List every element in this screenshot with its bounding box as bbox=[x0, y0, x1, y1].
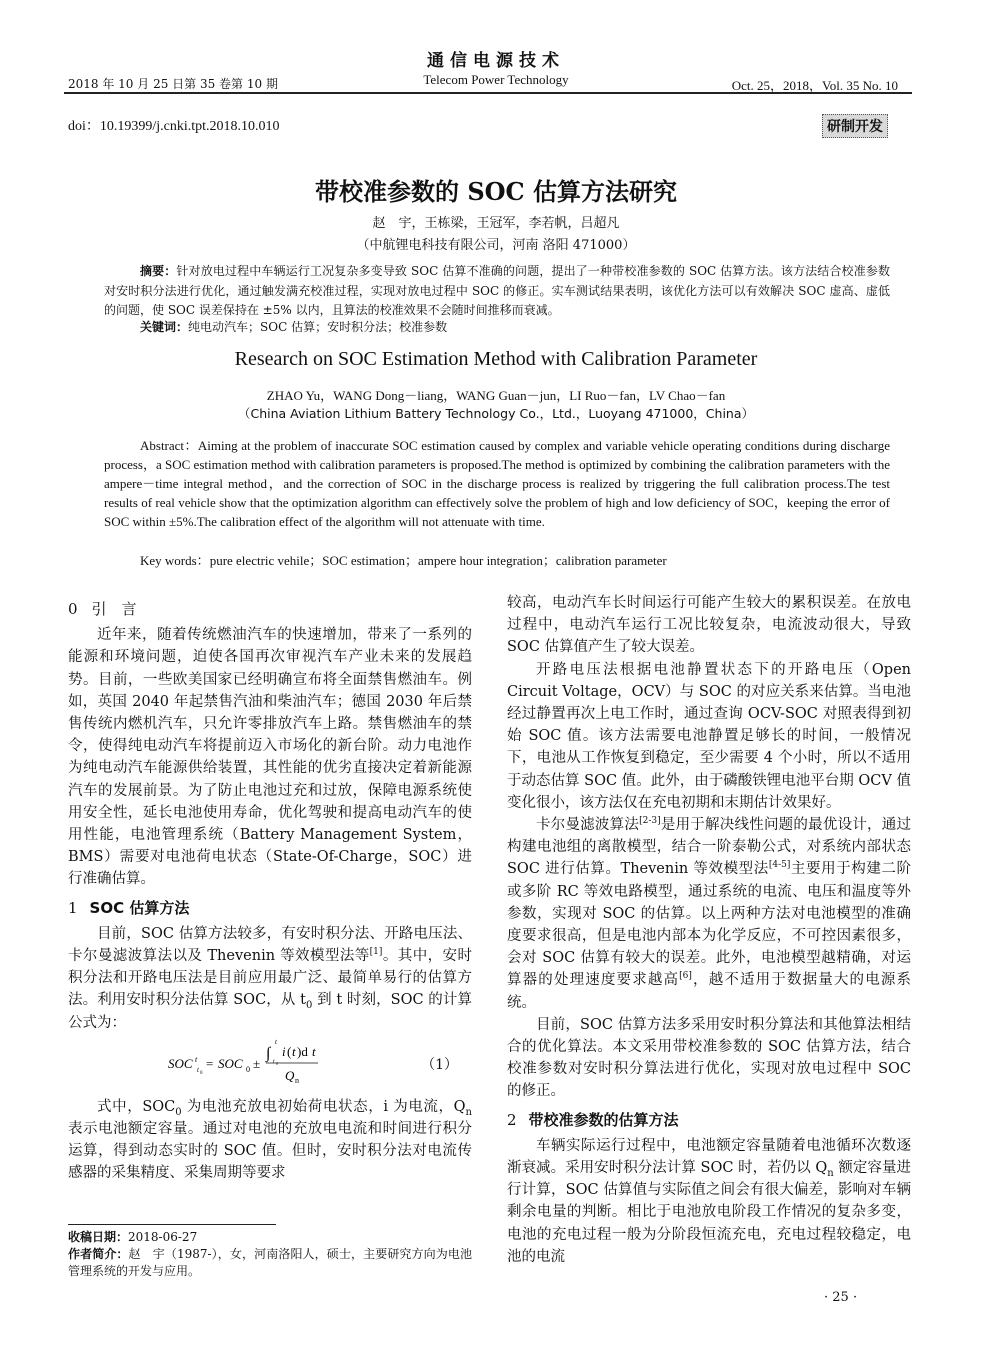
affiliation-cn: （中航锂电科技有限公司，河南 洛阳 471000） bbox=[356, 238, 636, 253]
paragraph bbox=[507, 1135, 911, 1268]
text-run: 。其中，安时积分法和开路电压法是目前应用最广泛、最简单易行的估算方法。利用安时积分法估算 SOC，从 t bbox=[68, 948, 472, 1009]
text-run: 为电池充放电初始荷电状态，i 为电流，Q bbox=[181, 1098, 466, 1115]
keywords-text-en: pure electric vehile；SOC estimation；ampere hour integration；calibration parameter bbox=[209, 553, 667, 568]
text-run: 到 t 时刻，SOC 的计算公式为： bbox=[68, 992, 472, 1031]
svg-text:0: 0 bbox=[246, 1064, 250, 1074]
text-run: ，越不适用于数据量大的电源系统。 bbox=[507, 972, 912, 1011]
abstract-label-cn: 摘要： bbox=[140, 264, 177, 278]
text-run: 主要用于构建二阶或多阶 RC 等效电路模型，通过系统的电流、电压和温度等外参数，实现对 SOC 的估算。以上两种方法对电池模型的准确度要求很高，但是电池内部本为化学反应，不可控因素很多，会对 SOC 估算有较大的误差。此外，电池模型越精确，对运算器的处理速度要求越高 bbox=[507, 861, 912, 989]
citation[interactable]: [2-3] bbox=[639, 816, 661, 827]
svg-text:±: ± bbox=[253, 1055, 261, 1071]
subscript: n bbox=[465, 1106, 472, 1118]
equation-graphic bbox=[168, 1036, 368, 1092]
section-title: SOC 估算方法 bbox=[89, 898, 190, 917]
journal-name-en: Telecom Power Technology bbox=[423, 72, 569, 87]
page-number: · 25 · bbox=[824, 1290, 858, 1305]
abstract-cn bbox=[104, 262, 890, 321]
right-column bbox=[507, 592, 911, 1268]
section-number: 1 bbox=[68, 898, 78, 917]
journal-logo: 通信电源技术 bbox=[427, 51, 565, 71]
paragraph: 近年来，随着传统燃油汽车的快速增加，带来了一系列的能源和环境问题，迫使各国再次审视汽车产业未来的发展趋势。目前，一些欧美国家已经明确宣布将全面禁售燃油车。例如，英国 2040 年起禁售汽油和柴油汽车；德国 2030 年后禁售传统内燃机汽车，只允许零排放汽车上路。禁售燃油车的禁令，使得纯电动汽车将提前迈入市场化的新台阶。动力电池作为纯电动汽车能源供给装置，其性能的优劣直接决定着新能源汽车的发展前景。为了防止电池过充和过放，保障电源系统使用安全性，延长电池使用寿命，优化驾驶和提高电动汽车的使用性能，电池管理系统（Battery Management System，BMS）需要对电池荷电状态（State-Of-Charge，SOC）进行准确估算。 bbox=[68, 627, 472, 888]
keywords-label-cn: 关键词： bbox=[140, 320, 189, 334]
abstract-en bbox=[104, 436, 890, 531]
subscript: 0 bbox=[175, 1106, 182, 1118]
svg-text:SOC: SOC bbox=[168, 1055, 193, 1071]
abstract-text-cn: 针对放电过程中车辆运行工况复杂多变导致 SOC 估算不准确的问题，提出了一种带校准参数的 SOC 估算方法。该方法结合校准参数对安时积分法进行优化，通过触发满充校准过程，实现对放电过程中 SOC 的修正。实车测试结果表明，该优化方法可以有效解决 SOC 虚高、虚低的问题，使 SOC 误差保持在 ±5% 以内，且算法的校准效果不会随时间推移而衰减。 bbox=[104, 264, 890, 317]
keywords-label-en: Key words： bbox=[140, 553, 210, 568]
text-run: 卡尔曼滤波算法 bbox=[536, 817, 640, 834]
keywords-text-cn: 纯电动汽车；SOC 估算；安时积分法；校准参数 bbox=[188, 320, 448, 334]
section-number: 0 bbox=[68, 600, 78, 618]
citation[interactable]: [6] bbox=[679, 971, 692, 982]
section-tag: 研制开发 bbox=[822, 114, 888, 138]
section-heading-1 bbox=[68, 897, 472, 919]
svg-text:=: = bbox=[206, 1055, 214, 1071]
footnote-author bbox=[68, 1246, 472, 1280]
paragraph: 开路电压法根据电池静置状态下的开路电压（Open Circuit Voltage，OCV）与 SOC 的对应关系来估算。当电池经过静置再次上电工作时，通过查询 OCV-SOC 对照表得到初始 SOC 值。该方法需要电池静置足够长的时间，一般情况下，电池从工作恢复到稳定，至少需要 4 个小时，所以不适用于动态估算 SOC 值。此外，由于磷酸铁锂电池平台期 OCV 值变化很小，该方法仅在充电初期和末期估计效果好。 bbox=[507, 661, 911, 811]
keywords-cn bbox=[104, 318, 890, 338]
subscript: 0 bbox=[305, 1000, 313, 1012]
citation[interactable]: [4-5] bbox=[768, 860, 791, 871]
equation-1 bbox=[68, 1036, 472, 1092]
paragraph bbox=[68, 923, 472, 1034]
issue-info-cn: 2018 年 10 月 25 日第 35 卷第 10 期 bbox=[68, 77, 278, 91]
author-bio: 赵 宇（1987-），女，河南洛阳人，硕士，主要研究方向为电池管理系统的开发与应用。 bbox=[68, 1247, 472, 1278]
text-run: 是用于解决线性问题的最优设计，通过构建电池组的离散模型，结合一阶泰勒公式，对系统内部状态 SOC 进行估算。Thevenin 等效模型法 bbox=[507, 817, 912, 878]
svg-text:t: t bbox=[195, 1054, 198, 1064]
abstract-label-en: Abstract： bbox=[140, 438, 198, 453]
issue-info-en: Oct. 25，2018，Vol. 35 No. 10 bbox=[731, 78, 898, 93]
paragraph: 目前，SOC 估算方法多采用安时积分算法和其他算法相结合的优化算法。本文采用带校准参数的 SOC 估算方法，结合校准参数对安时积分算法进行优化，实现对放电过程中 SOC 的修正。 bbox=[507, 1016, 911, 1100]
svg-text:(: ( bbox=[287, 1043, 292, 1059]
paragraph bbox=[68, 1096, 472, 1185]
svg-text:0: 0 bbox=[276, 1060, 278, 1066]
svg-text:t: t bbox=[312, 1043, 316, 1059]
footnote-label: 作者简介： bbox=[68, 1247, 129, 1261]
svg-text:t: t bbox=[197, 1065, 199, 1074]
svg-text:t: t bbox=[292, 1043, 296, 1059]
svg-text:0: 0 bbox=[200, 1070, 203, 1076]
section-title: 带校准参数的估算方法 bbox=[528, 1110, 679, 1129]
svg-text:SOC: SOC bbox=[218, 1055, 243, 1071]
text-run: 车辆实际运行过程中，电池额定容量随着电池循环次数逐渐衰减。采用安时积分法计算 SOC 时，若仍以 Q bbox=[507, 1137, 911, 1177]
authors-cn: 赵 宇，王栋梁，王冠军，李若帆，吕超凡 bbox=[372, 216, 620, 231]
subscript: n bbox=[827, 1167, 834, 1179]
text-run: 目前，SOC 估算方法较多，有安时积分法、开路电压法、卡尔曼滤波算法以及 Thevenin 等效模型法等 bbox=[68, 925, 472, 965]
text-run: 额定容量进行计算，SOC 估算值与实际值之间会有很大偏差，影响对车辆剩余电量的判断。相比于电池放电阶段工作情况的复杂多变，电池的充电过程一般为分阶段恒流充电，充电过程较稳定，电池的电流 bbox=[507, 1160, 911, 1265]
paragraph: 较高，电动汽车长时间运行可能产生较大的累积误差。在放电过程中，电动汽车运行工况比较复杂，电流波动很大，导致 SOC 估算值产生了较大误差。 bbox=[507, 595, 911, 656]
paragraph bbox=[507, 814, 911, 1014]
svg-text:∫: ∫ bbox=[266, 1044, 271, 1062]
section-number: 2 bbox=[507, 1110, 517, 1129]
left-column bbox=[68, 592, 472, 1185]
authors-en: ZHAO Yu，WANG Dong－liang，WANG Guan－jun，LI Ruo－fan，LV Chao－fan bbox=[266, 388, 726, 403]
text-run: 表示电池额定容量。通过对电池的充放电电流和时间进行积分运算，得到动态实时的 SOC 值。但时，安时积分法对电流传感器的采集精度、采集周期等要求 bbox=[68, 1121, 472, 1182]
svg-text:t: t bbox=[273, 1058, 275, 1065]
section-heading-2 bbox=[507, 1109, 911, 1131]
section-title: 引 言 bbox=[91, 600, 137, 618]
text-run: 式中，SOC bbox=[97, 1098, 176, 1115]
svg-text:i: i bbox=[282, 1043, 286, 1059]
paper-title-en: Research on SOC Estimation Method with Calibration Parameter bbox=[234, 348, 758, 370]
svg-text:n: n bbox=[295, 1075, 299, 1085]
keywords-en bbox=[104, 551, 890, 570]
svg-text:Q: Q bbox=[285, 1067, 295, 1083]
header-rule bbox=[64, 92, 912, 94]
section-heading-0 bbox=[68, 598, 472, 620]
doi[interactable]: doi：10.19399/j.cnki.tpt.2018.10.010 bbox=[68, 119, 280, 134]
received-date: 2018-06-27 bbox=[128, 1230, 198, 1244]
citation[interactable]: [1] bbox=[369, 947, 383, 958]
svg-text:)d: )d bbox=[297, 1043, 308, 1059]
svg-text:t: t bbox=[275, 1037, 277, 1046]
abstract-text-en: Aiming at the problem of inaccurate SOC estimation caused by complex and variable vehicle operating conditions during discharge process，a SOC estimation method with calibration parameters is proposed.The method is optimized by combining the calibration parameters with the ampere－time integral method，and the correction of SOC in the discharge process is realized by triggering the full calibration process.The test results of real vehicle show that the optimization algorithm can effectively solve the problem of high and low deficiency of SOC，keeping the error of SOC within ±5%.The calibration effect of the algorithm will not attenuate with time. bbox=[104, 438, 891, 529]
paper-title-cn: 带校准参数的 SOC 估算方法研究 bbox=[314, 177, 678, 206]
equation-number: （1） bbox=[421, 1056, 458, 1073]
footnote-received bbox=[68, 1229, 472, 1246]
affiliation-en: （China Aviation Lithium Battery Technology Co.，Ltd.，Luoyang 471000，China） bbox=[237, 406, 754, 421]
footnote-label: 收稿日期： bbox=[68, 1230, 129, 1244]
footnote-rule bbox=[68, 1224, 276, 1225]
